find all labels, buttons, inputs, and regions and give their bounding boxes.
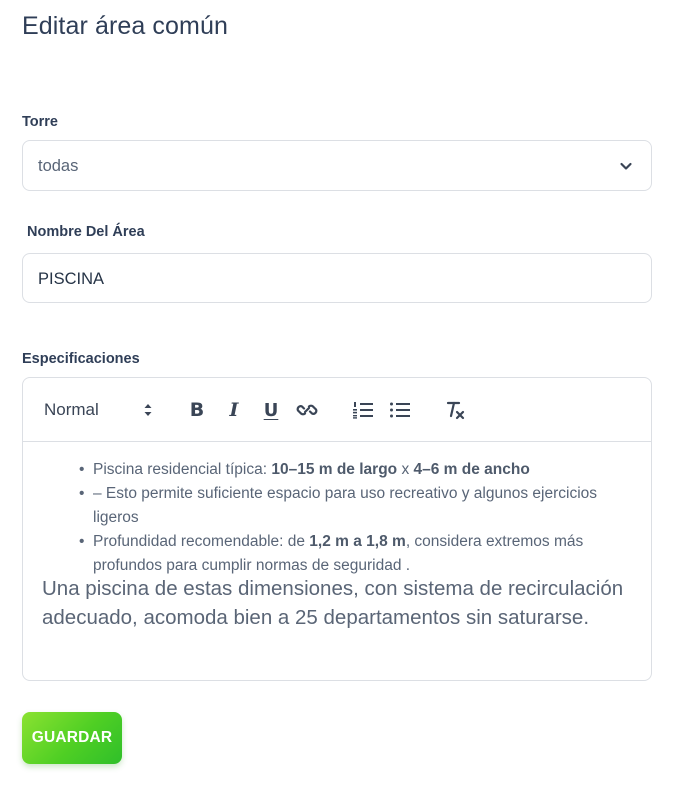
nombre-input-value: PISCINA [38,270,105,288]
especificaciones-label: Especificaciones [22,351,140,367]
ordered-list-icon[interactable] [352,400,374,420]
editor-paragraph: Una piscina de estas dimensiones, con sistema de recirculación adecuado, acomoda bien a 25 departamentos sin saturarse. [42,577,624,629]
page-title: Editar área común [22,12,228,40]
torre-label: Torre [22,114,58,130]
underline-button[interactable]: U [263,399,279,421]
editor-toolbar [23,378,651,442]
italic-button[interactable]: I [229,399,239,421]
chevron-down-icon [618,158,634,174]
nombre-label: Nombre Del Área [27,224,145,240]
list-item: • Profundidad recomendable: de 1,2 m a 1,8 m, considera extremos más profundos para cumplir normas de seguridad . [79,530,619,578]
torre-selected-value: todas [38,157,79,175]
bold-button[interactable]: B [189,399,205,421]
save-button[interactable]: GUARDAR [22,712,122,764]
list-item: • – Esto permite suficiente espacio para uso recreativo y algunos ejercicios ligeros [79,482,619,530]
updown-icon[interactable] [142,400,154,420]
format-select[interactable]: Normal [44,400,99,419]
clear-format-icon[interactable] [444,400,466,420]
list-item: • Piscina residencial típica: 10–15 m de largo x 4–6 m de ancho [79,458,619,482]
bullet-list [79,458,619,578]
nombre-input[interactable] [22,253,652,303]
rich-text-editor[interactable] [22,377,652,681]
torre-select[interactable] [22,140,652,191]
link-icon[interactable] [296,400,318,420]
bullet-list-icon[interactable] [389,400,411,420]
